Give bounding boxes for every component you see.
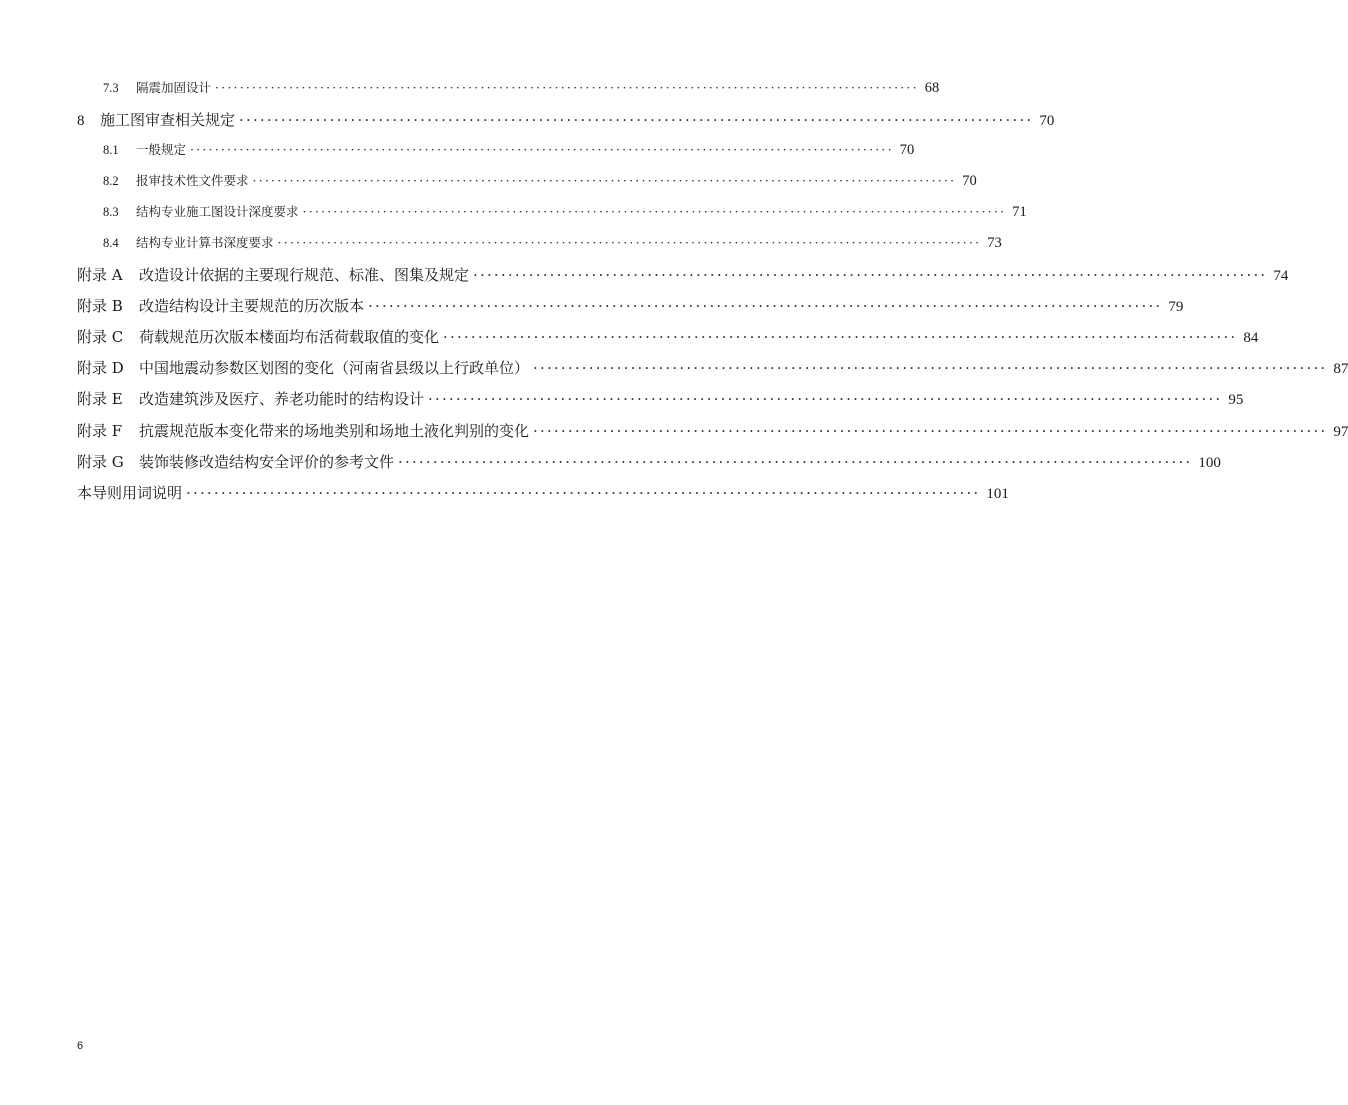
toc-entry-title: 中国地震动参数区划图的变化（河南省县级以上行政单位） <box>139 359 530 377</box>
toc-entry-page: 84 <box>1243 330 1259 346</box>
toc-dot-leader: ·················································································································· <box>215 80 919 95</box>
toc-entry-number: 8.2 <box>103 174 119 188</box>
toc-entry-appendix-b[interactable] <box>77 295 1184 316</box>
toc-entry-number: 附录 E <box>77 390 123 408</box>
toc-entry-title: 结构专业计算书深度要求 <box>136 235 274 250</box>
toc-entry-appendix-e[interactable] <box>77 388 1244 409</box>
toc-entry-page: 95 <box>1228 392 1244 408</box>
toc-dot-leader: ·················································································································· <box>302 204 1007 219</box>
toc-entry-title: 报审技术性文件要求 <box>136 173 249 188</box>
toc-entry-page: 74 <box>1273 268 1289 284</box>
toc-entry-number: 附录 B <box>77 297 123 315</box>
toc-entry-glossary[interactable] <box>77 482 1009 503</box>
toc-entry-page: 73 <box>987 235 1002 251</box>
toc-entry-page: 79 <box>1168 299 1184 315</box>
toc-entry-number: 8.1 <box>103 143 119 157</box>
toc-entry-title: 改造建筑涉及医疗、养老功能时的结构设计 <box>139 390 425 408</box>
toc-entry-title: 结构专业施工图设计深度要求 <box>136 204 299 219</box>
toc-dot-leader: ·················································································································· <box>473 266 1268 284</box>
toc-entry-appendix-g[interactable] <box>77 451 1221 472</box>
toc-entry-page: 101 <box>986 486 1009 502</box>
toc-entry-number: 附录 A <box>77 266 123 284</box>
toc-entry-title: 抗震规范版本变化带来的场地类别和场地土液化判别的变化 <box>139 422 530 440</box>
toc-dot-leader: ·················································································································· <box>368 297 1163 315</box>
toc-dot-leader: ·················································································································· <box>533 422 1328 440</box>
toc-entry-page: 97 <box>1333 424 1348 440</box>
toc-entry-title: 改造设计依据的主要现行规范、标准、图集及规定 <box>139 266 470 284</box>
toc-entry-page: 70 <box>962 173 977 189</box>
toc-entry-page: 87 <box>1333 361 1348 377</box>
toc-dot-leader: ·················································································································· <box>398 453 1193 471</box>
toc-dot-leader: ·················································································································· <box>186 484 981 502</box>
toc-dot-leader: ·················································································································· <box>533 359 1328 377</box>
toc-dot-leader: ·················································································································· <box>239 111 1034 129</box>
toc-entry-page: 70 <box>1039 113 1055 129</box>
toc-entry-number: 附录 C <box>77 328 124 346</box>
toc-entry-number: 附录 F <box>77 422 123 440</box>
toc-entry-8-4[interactable] <box>103 233 1002 252</box>
toc-entry-appendix-f[interactable] <box>77 420 1348 441</box>
toc-dot-leader: ·················································································································· <box>252 173 957 188</box>
toc-entry-appendix-d[interactable] <box>77 357 1348 378</box>
toc-entry-appendix-a[interactable] <box>77 264 1289 285</box>
toc-entry-8-1[interactable] <box>103 140 915 159</box>
toc-entry-8-3[interactable] <box>103 202 1027 221</box>
toc-dot-leader: ·················································································································· <box>428 390 1223 408</box>
toc-entry-number: 附录 G <box>77 453 124 471</box>
toc-entry-appendix-c[interactable] <box>77 326 1259 347</box>
toc-entry-title: 荷载规范历次版本楼面均布活荷载取值的变化 <box>139 328 440 346</box>
toc-entry-number: 附录 D <box>77 359 124 377</box>
toc-entry-number: 8.4 <box>103 236 119 250</box>
toc-entry-page: 71 <box>1012 204 1027 220</box>
toc-entry-8-2[interactable] <box>103 171 977 190</box>
toc-entry-7-3[interactable] <box>103 78 940 97</box>
toc-entry-page: 68 <box>924 80 940 96</box>
toc-entry-chapter-8[interactable] <box>77 109 1055 130</box>
toc-dot-leader: ·················································································································· <box>190 142 894 157</box>
toc-entry-number: 8.3 <box>103 205 119 219</box>
toc-entry-title: 本导则用词说明 <box>77 484 183 502</box>
toc-entry-page: 70 <box>899 142 915 158</box>
toc-entry-number: 7.3 <box>103 81 119 95</box>
page-number: 6 <box>77 1040 84 1052</box>
toc-dot-leader: ·················································································································· <box>443 328 1238 346</box>
toc-entry-title: 施工图审查相关规定 <box>100 111 236 129</box>
toc-dot-leader: ·················································································································· <box>277 235 982 250</box>
toc-entry-number: 8 <box>77 113 85 129</box>
toc-entry-title: 隔震加固设计 <box>136 80 212 95</box>
toc-entry-page: 100 <box>1198 455 1221 471</box>
toc-entry-title: 一般规定 <box>136 142 187 157</box>
toc-entry-title: 改造结构设计主要规范的历次版本 <box>139 297 365 315</box>
toc-entry-title: 装饰装修改造结构安全评价的参考文件 <box>139 453 395 471</box>
